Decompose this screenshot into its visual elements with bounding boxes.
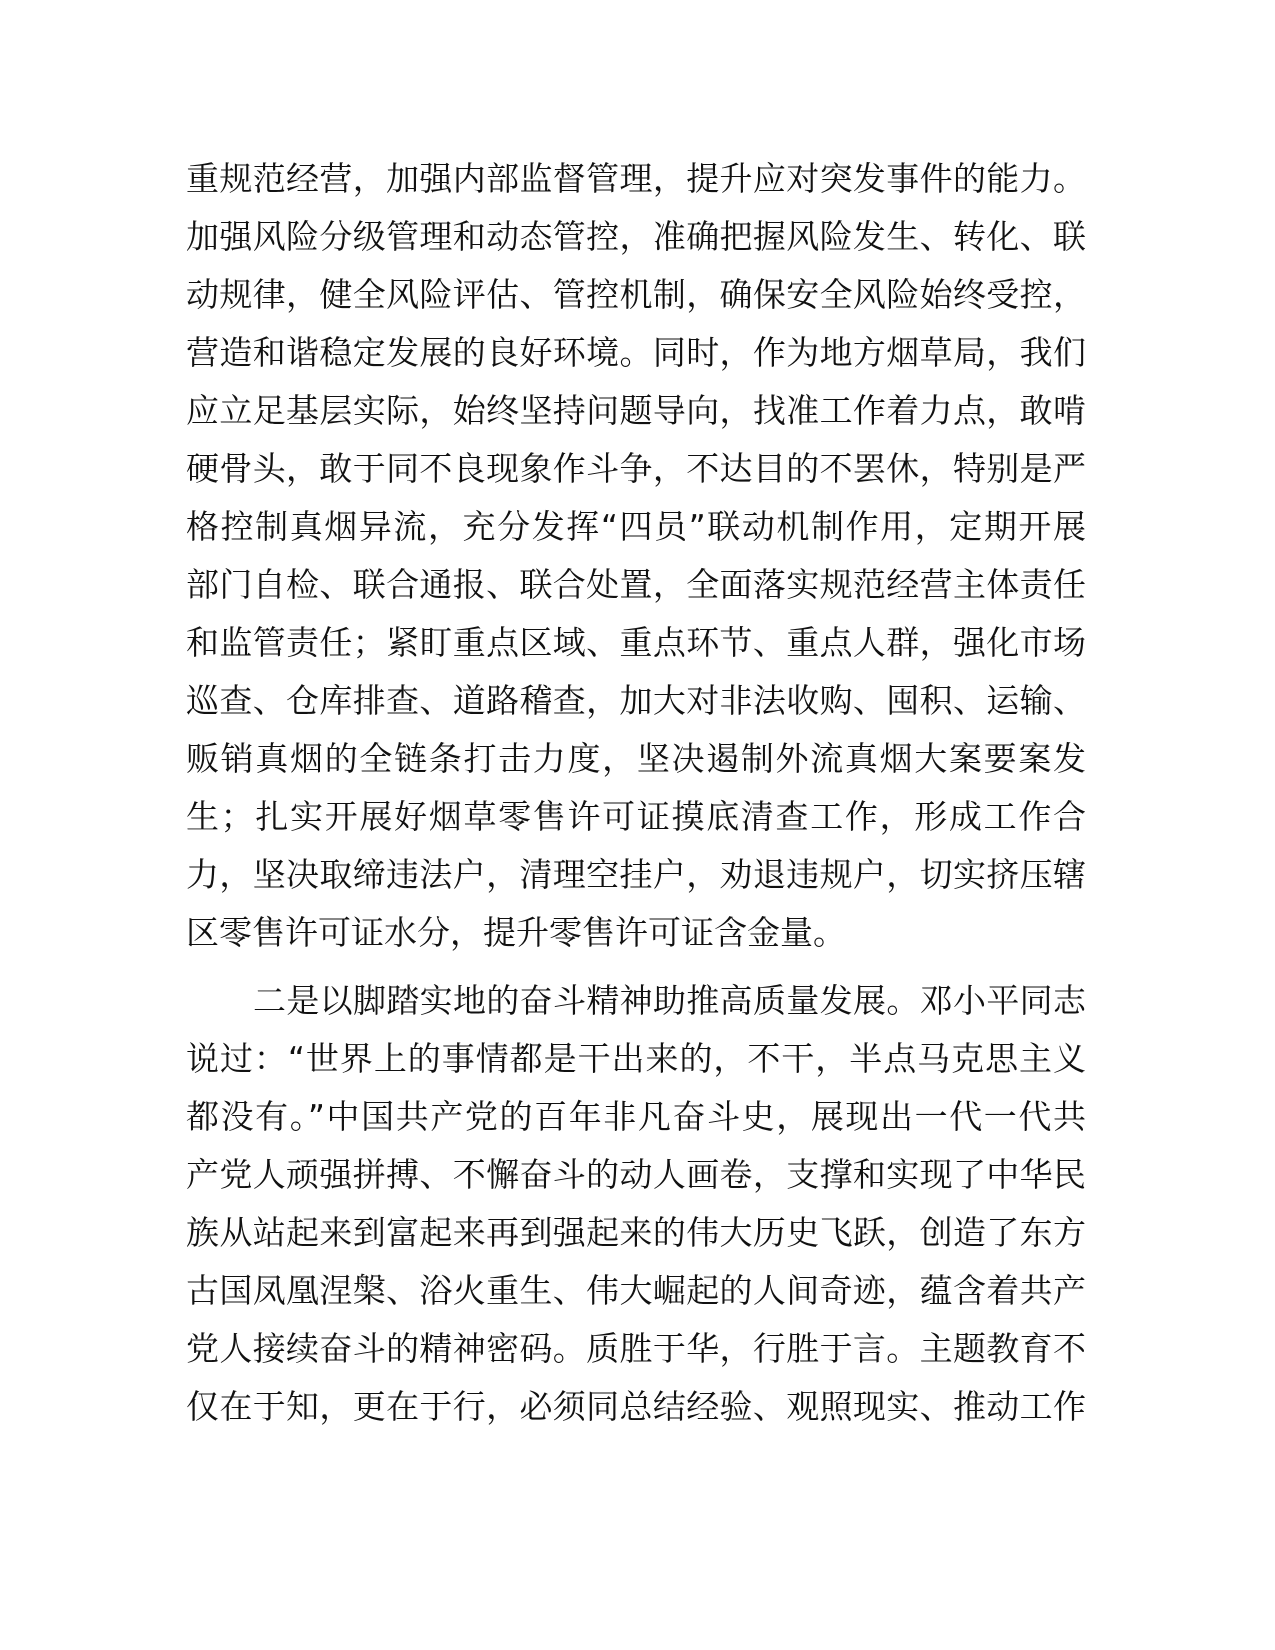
paragraph-line: 产党人顽强拼搏、不懈奋斗的动人画卷，支撑和实现了中华民 — [186, 1155, 1086, 1194]
paragraph-line: 营造和谐稳定发展的良好环境。同时，作为地方烟草局，我们 — [186, 333, 1086, 372]
paragraph-line: 硬骨头，敢于同不良现象作斗争，不达目的不罢休，特别是严 — [186, 449, 1086, 488]
paragraph-line: 都没有。”中国共产党的百年非凡奋斗史，展现出一代一代共 — [186, 1097, 1086, 1136]
paragraph-line: 族从站起来到富起来再到强起来的伟大历史飞跃，创造了东方 — [186, 1213, 1086, 1252]
paragraph-line: 说过：“世界上的事情都是干出来的，不干，半点马克思主义 — [186, 1039, 1086, 1078]
document-body — [186, 150, 1086, 1436]
paragraph-line: 二是以脚踏实地的奋斗精神助推高质量发展。邓小平同志 — [253, 981, 1086, 1020]
paragraph-line: 党人接续奋斗的精神密码。质胜于华，行胜于言。主题教育不 — [186, 1329, 1086, 1368]
paragraph-line: 和监管责任；紧盯重点区域、重点环节、重点人群，强化市场 — [186, 623, 1086, 662]
paragraph-spacer — [186, 962, 1086, 972]
paragraph-line: 动规律，健全风险评估、管控机制，确保安全风险始终受控， — [186, 275, 1086, 314]
paragraph-line: 重规范经营，加强内部监督管理，提升应对突发事件的能力。 — [186, 159, 1086, 198]
paragraph-line: 部门自检、联合通报、联合处置，全面落实规范经营主体责任 — [186, 565, 1086, 604]
paragraph-line: 仅在于知，更在于行，必须同总结经验、观照现实、推动工作 — [186, 1387, 1086, 1426]
paragraph-line: 加强风险分级管理和动态管控，准确把握风险发生、转化、联 — [186, 217, 1086, 256]
paragraph-line: 力，坚决取缔违法户，清理空挂户，劝退违规户，切实挤压辖 — [186, 855, 1086, 894]
paragraph-line: 应立足基层实际，始终坚持问题导向，找准工作着力点，敢啃 — [186, 391, 1086, 430]
paragraph-line: 贩销真烟的全链条打击力度，坚决遏制外流真烟大案要案发 — [186, 739, 1086, 778]
paragraph-line: 区零售许可证水分，提升零售许可证含金量。 — [186, 913, 846, 952]
paragraph-line: 生；扎实开展好烟草零售许可证摸底清查工作，形成工作合 — [186, 797, 1086, 836]
paragraph-line: 古国凤凰涅槃、浴火重生、伟大崛起的人间奇迹，蕴含着共产 — [186, 1271, 1086, 1310]
paragraph-2 — [186, 972, 1086, 1436]
paragraph-line: 格控制真烟异流，充分发挥“四员”联动机制作用，定期开展 — [186, 507, 1086, 546]
paragraph-line: 巡查、仓库排查、道路稽查，加大对非法收购、囤积、运输、 — [186, 681, 1086, 720]
paragraph-1 — [186, 150, 1086, 962]
